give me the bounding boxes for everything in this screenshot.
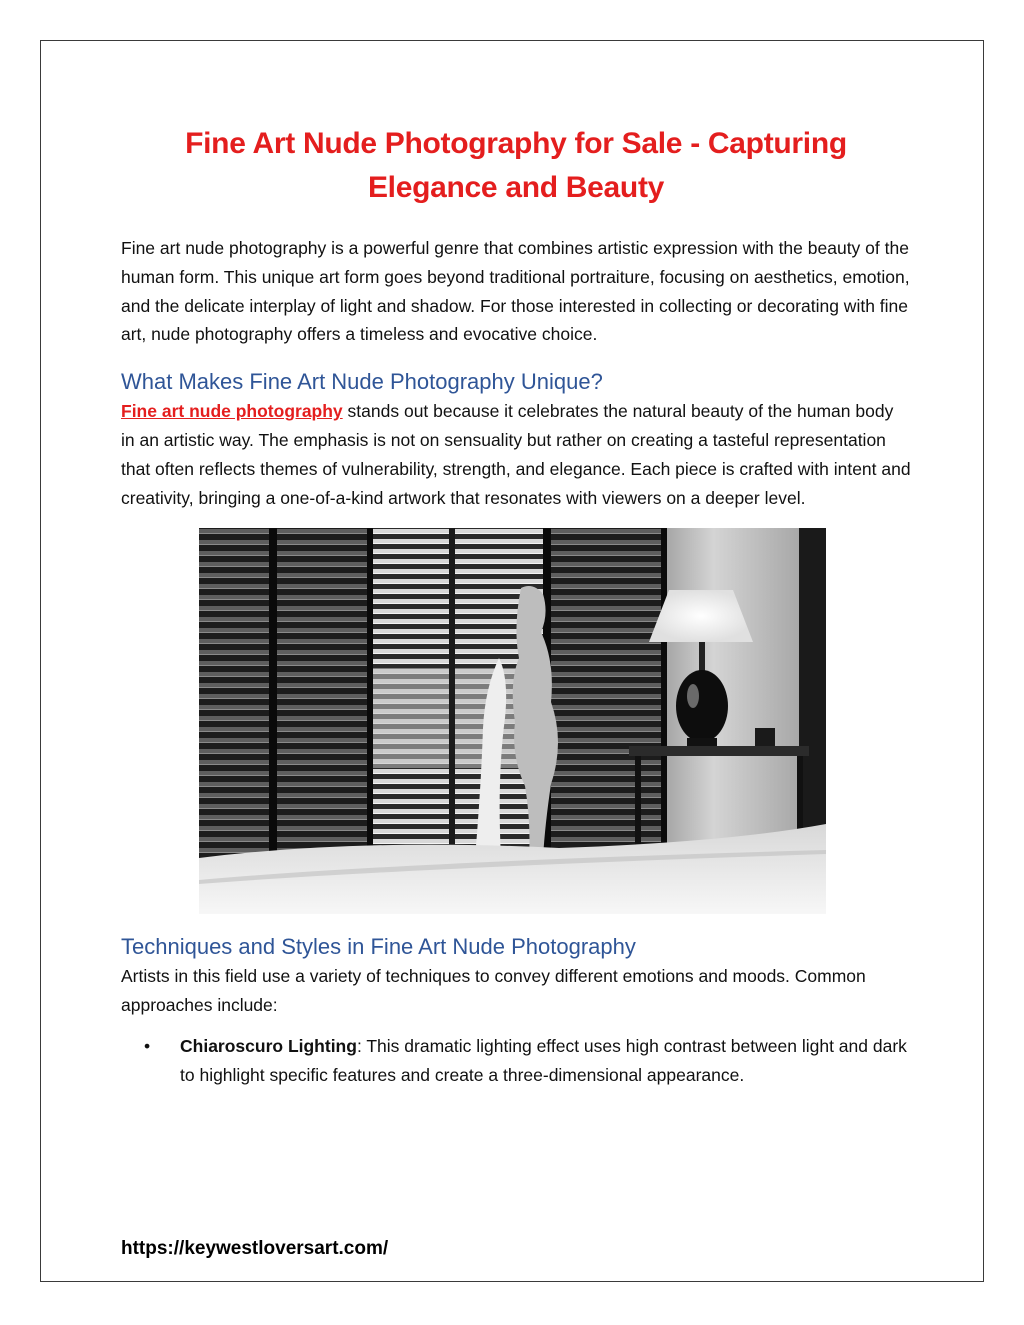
section-heading-techniques: Techniques and Styles in Fine Art Nude Photography <box>121 934 636 960</box>
bullet-icon: • <box>144 1035 151 1056</box>
fine-art-link[interactable]: Fine art nude photography <box>121 401 343 422</box>
document-title: Fine Art Nude Photography for Sale - Capturing Elegance and Beauty <box>185 127 847 204</box>
intro-paragraph: Fine art nude photography is a powerful genre that combines artistic expression with the beauty of the human form. This unique art form goes beyond traditional portraiture, focusing on aesthetics, emotion, and the delicate interplay of light and shadow. For those interested in collecting or decorating with fine art, nude photography offers a timeless and evocative choice. <box>121 238 910 345</box>
section-heading-unique: What Makes Fine Art Nude Photography Unique? <box>121 369 603 395</box>
document-body <box>121 122 911 1090</box>
list-item-text: : This dramatic lighting effect uses high contrast between light and dark to highlight specific features and create a three-dimensional appearance. <box>180 1035 907 1085</box>
list-item <box>121 1032 911 1090</box>
section-unique-paragraph <box>121 397 911 512</box>
bedroom-window-photo <box>199 528 826 914</box>
list-item-term: Chiaroscuro Lighting <box>180 1035 357 1056</box>
section-unique-body: stands out because it celebrates the natural beauty of the human body in an artistic way. The emphasis is not on sensuality but rather on creating a tasteful representation that often reflects themes of vulnerability, strength, and elegance. Each piece is crafted with intent and creativity, bringing a one-of-a-kind artwork that resonates with viewers on a deeper level. <box>121 401 911 508</box>
footer-url: https://keywestloversart.com/ <box>121 1238 389 1259</box>
section-techniques-paragraph: Artists in this field use a variety of techniques to convey different emotions and moods. Common approaches include: <box>121 966 866 1016</box>
techniques-list <box>121 1032 911 1090</box>
